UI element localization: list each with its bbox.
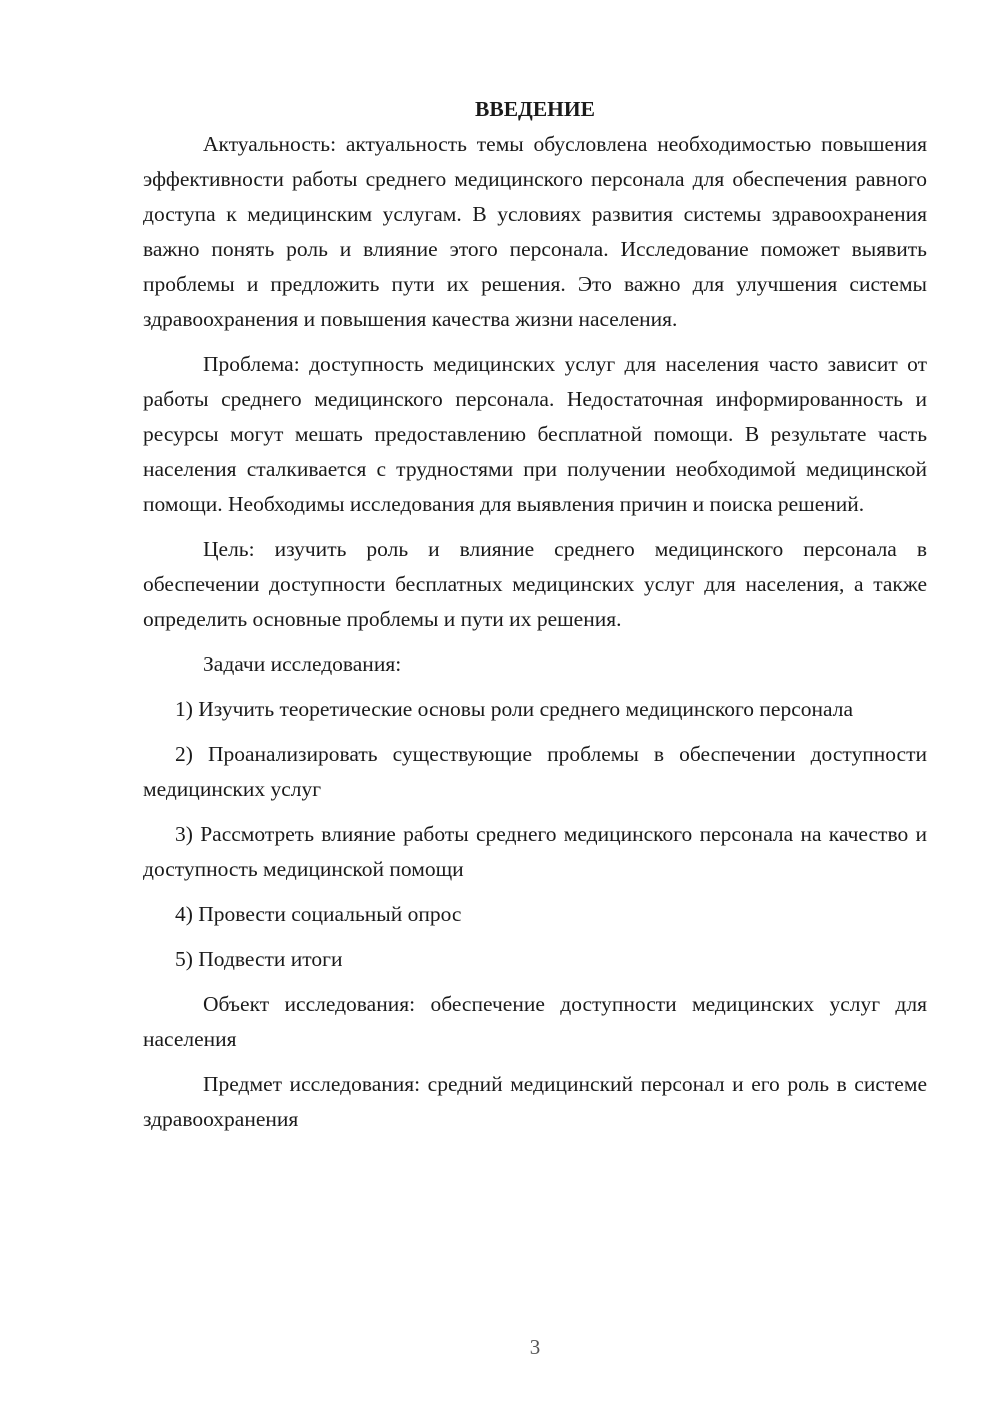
tasks-title: Задачи исследования:	[203, 652, 402, 676]
page-number: 3	[529, 1335, 541, 1359]
subject-paragraph: Предмет исследования: средний медицинский персонал и его роль в системе здравоохранения	[143, 1072, 927, 1131]
goal-paragraph: Цель: изучить роль и влияние среднего медицинского персонала в обеспечении доступности бесплатных медицинских услуг для населения, а также определить основные проблемы и пути их решения.	[143, 537, 927, 631]
task-item-1: 1) Изучить теоретические основы роли среднего медицинского персонала	[175, 697, 853, 721]
task-item-3: 3) Рассмотреть влияние работы среднего медицинского персонала на качество и доступность медицинской помощи	[143, 822, 927, 881]
object-paragraph: Объект исследования: обеспечение доступности медицинских услуг для населения	[143, 992, 927, 1051]
section-heading: ВВЕДЕНИЕ	[475, 97, 595, 121]
problem-paragraph: Проблема: доступность медицинских услуг для населения часто зависит от работы среднего медицинского персонала. Недостаточная информированность и ресурсы могут мешать предоставлению бесплатной помощи. В результате часть населения сталкивается с трудностями при получении необходимой медицинской помощи. Необходимы исследования для выявления причин и поиска решений.	[143, 352, 927, 516]
relevance-paragraph: Актуальность: актуальность темы обусловлена необходимостью повышения эффективности работы среднего медицинского персонала для обеспечения равного доступа к медицинским услугам. В условиях развития системы здравоохранения важно понять роль и влияние этого персонала. Исследование поможет выявить проблемы и предложить пути их решения. Это важно для улучшения системы здравоохранения и повышения качества жизни населения.	[143, 132, 927, 331]
task-item-4: 4) Провести социальный опрос	[175, 902, 462, 926]
task-item-2: 2) Проанализировать существующие проблемы в обеспечении доступности медицинских услуг	[143, 742, 927, 801]
task-item-5: 5) Подвести итоги	[175, 947, 343, 971]
document-body	[143, 92, 927, 1137]
